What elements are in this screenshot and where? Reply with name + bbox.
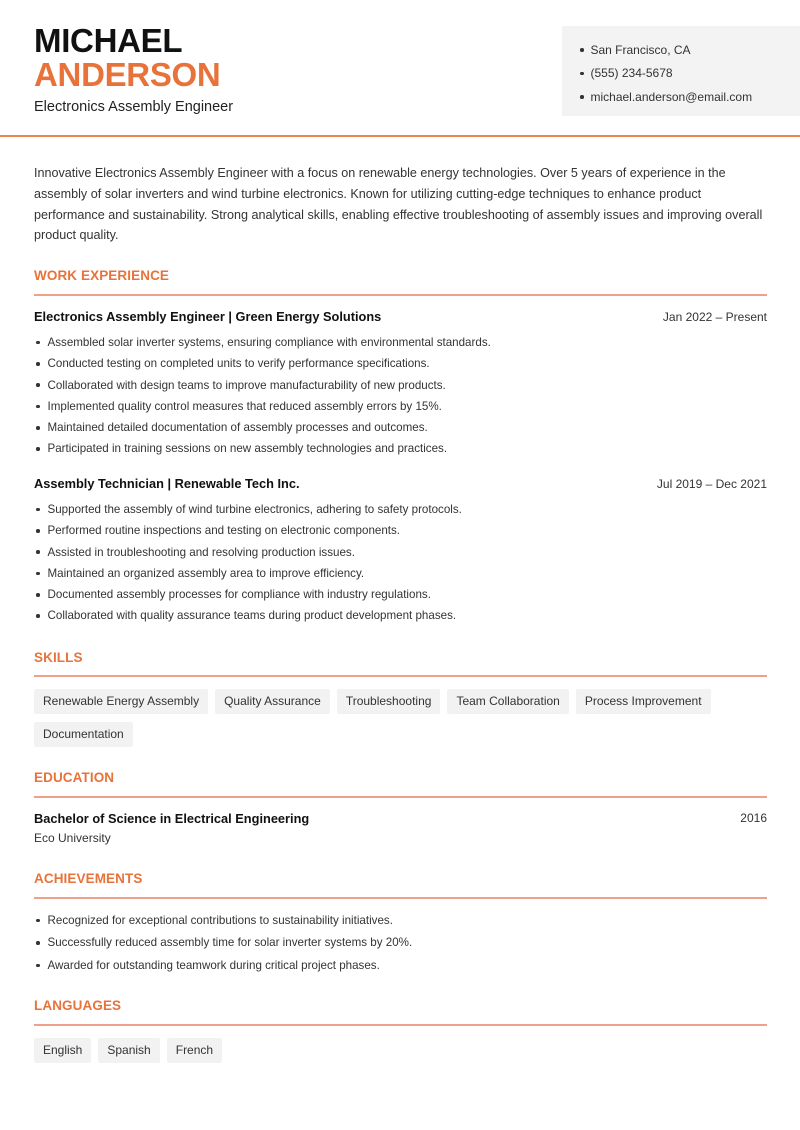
bullet-icon xyxy=(36,572,40,576)
achievements-list xyxy=(34,909,767,977)
bullet-icon xyxy=(36,941,40,945)
languages-list xyxy=(34,1038,767,1063)
section-title-skills: SKILLS xyxy=(34,650,83,665)
list-item: Maintained an organized assembly area to improve efficiency. xyxy=(34,563,767,584)
job-role: Electronics Assembly Engineer | Green Energy Solutions xyxy=(34,309,382,324)
list-item: Collaborated with quality assurance teams during product development phases. xyxy=(34,605,767,626)
language-chip: English xyxy=(34,1038,91,1063)
section-title-work-experience: WORK EXPERIENCE xyxy=(34,268,170,283)
skill-chip: Team Collaboration xyxy=(447,689,568,714)
school-name: Eco University xyxy=(34,831,111,845)
resume-header xyxy=(0,0,800,137)
list-item: Performed routine inspections and testing on electronic components. xyxy=(34,520,767,541)
contact-email xyxy=(580,85,800,109)
job-bullets xyxy=(34,499,767,627)
job-dates: Jul 2019 – Dec 2021 xyxy=(656,477,767,491)
skill-chip: Quality Assurance xyxy=(215,689,330,714)
skill-chip: Documentation xyxy=(34,722,133,747)
list-item: Recognized for exceptional contributions to sustainability initiatives. xyxy=(34,909,767,932)
list-item: Maintained detailed documentation of assembly processes and outcomes. xyxy=(34,417,767,438)
phone-text: (555) 234-5678 xyxy=(590,66,673,81)
section-divider xyxy=(34,1024,767,1026)
section-divider xyxy=(34,294,767,296)
bullet-icon xyxy=(36,383,40,387)
job-entry-header xyxy=(34,476,767,491)
job-bullets xyxy=(34,332,767,460)
section-title-languages: LANGUAGES xyxy=(34,998,122,1013)
degree: Bachelor of Science in Electrical Engineering xyxy=(34,811,310,826)
list-item: Conducted testing on completed units to verify performance specifications. xyxy=(34,353,767,374)
section-title-achievements: ACHIEVEMENTS xyxy=(34,871,143,886)
bullet-icon xyxy=(36,426,40,430)
skill-chip: Process Improvement xyxy=(576,689,711,714)
email-text: michael.anderson@email.com xyxy=(590,89,753,104)
contact-location xyxy=(580,38,800,62)
skill-chip: Renewable Energy Assembly xyxy=(34,689,208,714)
language-chip: French xyxy=(167,1038,222,1063)
list-item: Successfully reduced assembly time for solar inverter systems by 20%. xyxy=(34,932,767,955)
skill-chip: Troubleshooting xyxy=(337,689,441,714)
section-divider xyxy=(34,897,767,899)
section-divider xyxy=(34,675,767,677)
bullet-icon xyxy=(580,48,584,52)
bullet-icon xyxy=(36,964,40,968)
job-role: Assembly Technician | Renewable Tech Inc. xyxy=(34,476,300,491)
job-entry-header xyxy=(34,309,767,324)
location-text: San Francisco, CA xyxy=(590,42,691,57)
bullet-icon xyxy=(36,593,40,597)
skills-list xyxy=(34,689,767,747)
education-entry-header xyxy=(34,811,767,826)
list-item: Awarded for outstanding teamwork during critical project phases. xyxy=(34,954,767,977)
bullet-icon xyxy=(36,362,40,366)
contact-phone xyxy=(580,62,800,86)
first-name: MICHAEL xyxy=(34,22,183,59)
list-item: Assembled solar inverter systems, ensuring compliance with environmental standards. xyxy=(34,332,767,353)
bullet-icon xyxy=(36,919,40,923)
list-item: Implemented quality control measures that reduced assembly errors by 15%. xyxy=(34,396,767,417)
bullet-icon xyxy=(36,508,40,512)
language-chip: Spanish xyxy=(98,1038,159,1063)
list-item: Documented assembly processes for compliance with industry regulations. xyxy=(34,584,767,605)
bullet-icon xyxy=(36,341,40,345)
list-item: Collaborated with design teams to improve manufacturability of new products. xyxy=(34,375,767,396)
bullet-icon xyxy=(580,72,584,76)
section-title-education: EDUCATION xyxy=(34,770,115,785)
last-name: ANDERSON xyxy=(34,56,221,93)
list-item: Assisted in troubleshooting and resolving production issues. xyxy=(34,542,767,563)
job-dates: Jan 2022 – Present xyxy=(662,310,767,324)
contact-box xyxy=(562,26,800,116)
bullet-icon xyxy=(36,447,40,451)
professional-summary: Innovative Electronics Assembly Engineer with a focus on renewable energy technologies. Over 5 years of experience in the assembly of solar inverters and wind turbine electronics. Known for utilizing cutting-edge techniques to enhance product performance and sustainability. Strong analytical skills, enabling effective troubleshooting of assembly issues and improving overall product quality. xyxy=(34,166,763,243)
candidate-name xyxy=(34,24,220,92)
bullet-icon xyxy=(36,550,40,554)
bullet-icon xyxy=(36,614,40,618)
graduation-year: 2016 xyxy=(740,811,767,825)
list-item: Participated in training sessions on new assembly technologies and practices. xyxy=(34,438,767,459)
section-divider xyxy=(34,796,767,798)
bullet-icon xyxy=(36,405,40,409)
bullet-icon xyxy=(36,529,40,533)
list-item: Supported the assembly of wind turbine electronics, adhering to safety protocols. xyxy=(34,499,767,520)
bullet-icon xyxy=(580,95,584,99)
job-title: Electronics Assembly Engineer xyxy=(34,99,234,115)
